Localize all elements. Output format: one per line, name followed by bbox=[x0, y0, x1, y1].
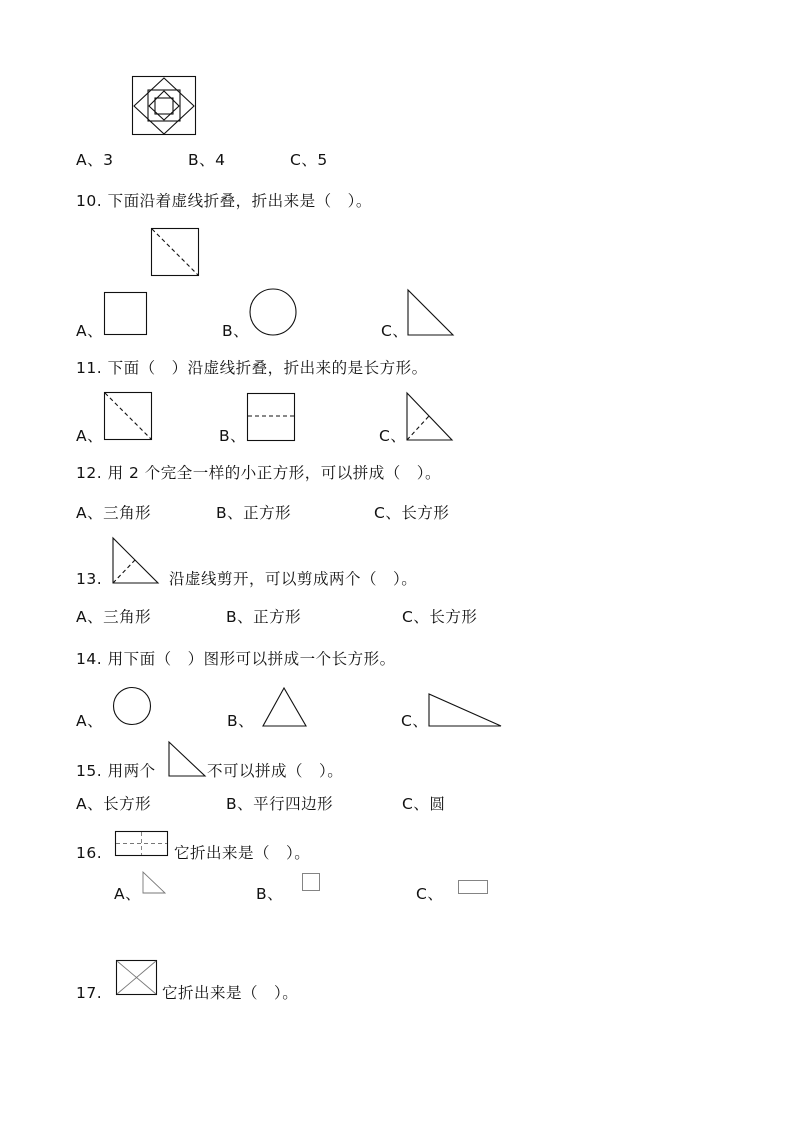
q14-option-b[interactable]: B、 bbox=[227, 712, 255, 730]
q16-option-b-small-square-icon[interactable] bbox=[302, 873, 322, 893]
q10-option-a-square-icon[interactable] bbox=[104, 292, 148, 336]
q17-number: 17. bbox=[76, 984, 103, 1002]
q11-option-c-triangle-dashed-icon[interactable] bbox=[406, 392, 454, 442]
q11-option-b[interactable]: B、 bbox=[219, 427, 247, 445]
q13-option-c[interactable]: C、长方形 bbox=[402, 608, 478, 626]
q10-question: 10. 下面沿着虚线折叠，折出来是（ ）。 bbox=[76, 192, 372, 210]
q10-option-c[interactable]: C、 bbox=[381, 322, 409, 340]
q10-square-diagonal-dashed-figure bbox=[151, 228, 199, 276]
q14-question: 14. 用下面（ ）图形可以拼成一个长方形。 bbox=[76, 650, 396, 668]
q16-option-a-small-triangle-icon[interactable] bbox=[142, 871, 168, 895]
q14-option-a-circle-icon[interactable] bbox=[113, 687, 153, 727]
q10-option-a[interactable]: A、 bbox=[76, 322, 104, 340]
q11-option-c[interactable]: C、 bbox=[379, 427, 407, 445]
q13-option-a[interactable]: A、三角形 bbox=[76, 608, 152, 626]
q9-nested-squares-figure bbox=[132, 76, 196, 136]
q12-option-b[interactable]: B、正方形 bbox=[216, 504, 292, 522]
q17-square-diagonals-figure bbox=[116, 960, 158, 996]
q16-option-c-small-rectangle-icon[interactable] bbox=[458, 880, 490, 896]
q17-question: 它折出来是（ ）。 bbox=[162, 984, 299, 1002]
q12-option-a[interactable]: A、三角形 bbox=[76, 504, 152, 522]
q10-option-c-right-triangle-icon[interactable] bbox=[407, 289, 455, 337]
q14-option-c[interactable]: C、 bbox=[401, 712, 429, 730]
q16-option-b[interactable]: B、 bbox=[256, 885, 284, 903]
q12-question: 12. 用 2 个完全一样的小正方形，可以拼成（ ）。 bbox=[76, 464, 442, 482]
q14-option-a[interactable]: A、 bbox=[76, 712, 104, 730]
q16-number: 16. bbox=[76, 844, 103, 862]
q16-option-a[interactable]: A、 bbox=[114, 885, 142, 903]
q12-option-c[interactable]: C、长方形 bbox=[374, 504, 450, 522]
q13-question: 沿虚线剪开，可以剪成两个（ ）。 bbox=[169, 570, 418, 588]
q11-question: 11. 下面（ ）沿虚线折叠，折出来的是长方形。 bbox=[76, 359, 428, 377]
q16-question: 它折出来是（ ）。 bbox=[174, 844, 311, 862]
q11-option-a[interactable]: A、 bbox=[76, 427, 104, 445]
q11-option-b-square-midline-icon[interactable] bbox=[247, 393, 295, 441]
q13-triangle-cut-figure bbox=[112, 537, 160, 585]
q9-option-a[interactable]: A、3 bbox=[76, 151, 114, 169]
q15-question-end: 不可以拼成（ ）。 bbox=[207, 762, 344, 780]
q13-number: 13. bbox=[76, 570, 103, 588]
q10-option-b[interactable]: B、 bbox=[222, 322, 250, 340]
q9-option-c[interactable]: C、5 bbox=[290, 151, 328, 169]
q13-option-b[interactable]: B、正方形 bbox=[226, 608, 302, 626]
q14-option-b-triangle-icon[interactable] bbox=[262, 687, 308, 729]
q16-rectangle-fold-figure bbox=[115, 831, 169, 857]
q9-option-b[interactable]: B、4 bbox=[188, 151, 226, 169]
q11-option-a-square-diagonal-icon[interactable] bbox=[104, 392, 152, 440]
q15-right-triangle-figure bbox=[168, 741, 208, 779]
q14-option-c-right-triangle-icon[interactable] bbox=[428, 693, 504, 729]
q15-option-b[interactable]: B、平行四边形 bbox=[226, 795, 334, 813]
q15-option-a[interactable]: A、长方形 bbox=[76, 795, 152, 813]
q15-question-start: 15. 用两个 bbox=[76, 762, 156, 780]
q16-option-c[interactable]: C、 bbox=[416, 885, 444, 903]
q15-option-c[interactable]: C、圆 bbox=[402, 795, 446, 813]
q10-option-b-circle-icon[interactable] bbox=[249, 288, 299, 338]
